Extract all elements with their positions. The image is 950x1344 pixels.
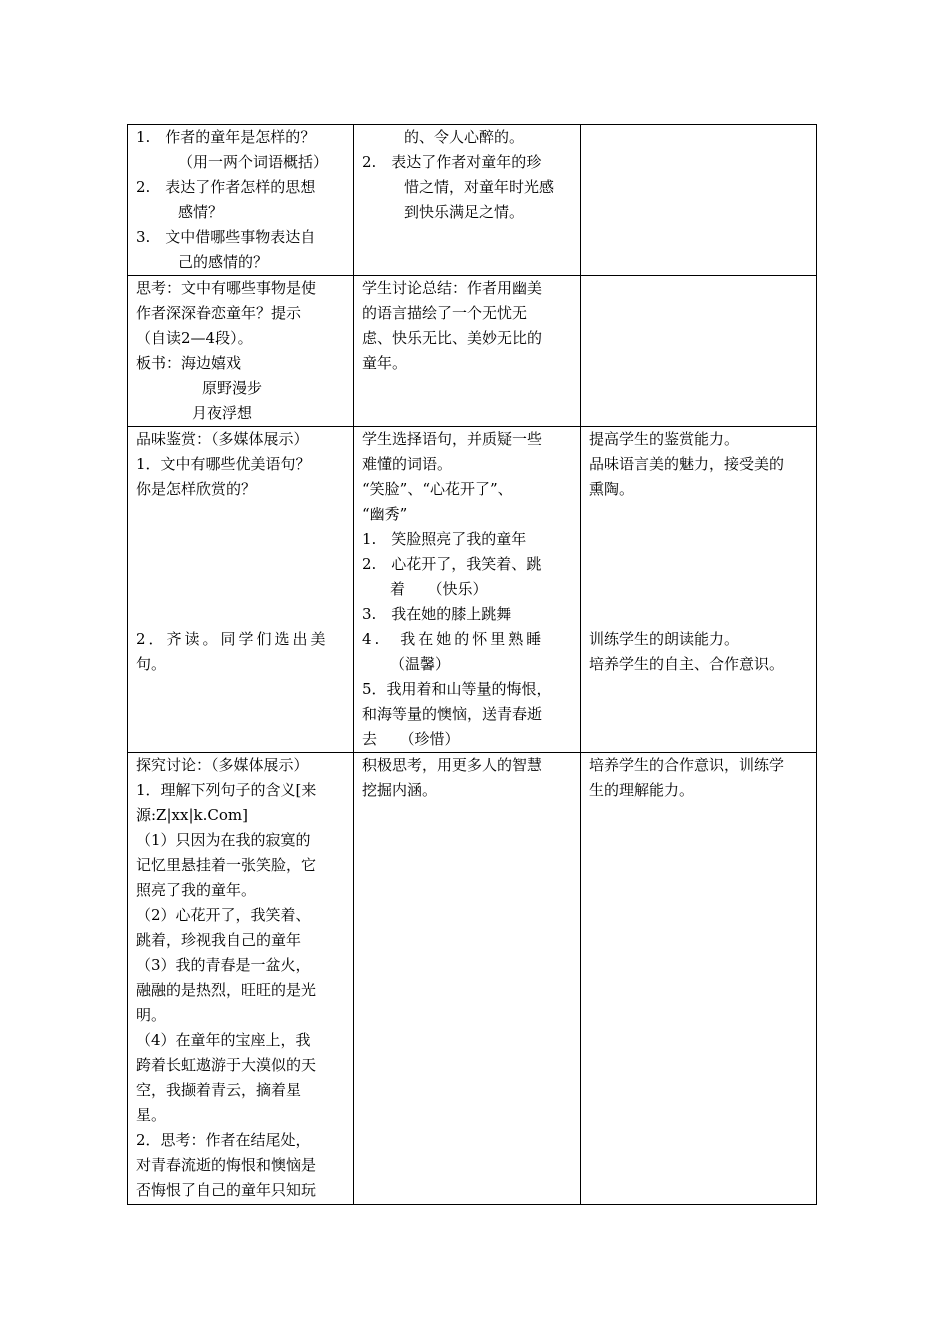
text-line: 源:Z|xx|k.Com] <box>136 806 248 824</box>
text-line: 1. 作者的童年是怎样的？ <box>136 128 316 146</box>
student-activity-cell <box>354 125 581 276</box>
text-line: 1. 笑脸照亮了我的童年 <box>362 530 527 548</box>
text-line: 4. 我在她的怀里熟睡 <box>362 630 545 648</box>
design-intent-cell <box>581 753 817 1205</box>
text-line: 照亮了我的童年。 <box>136 881 257 899</box>
text-line: （2）心花开了，我笑着、 <box>136 906 311 924</box>
text-line: 惜之情，对童年时光感 <box>404 178 555 196</box>
student-activity-cell <box>354 427 581 753</box>
text-line: 1．理解下列句子的含义[来 <box>136 781 317 799</box>
lesson-plan-table <box>127 124 817 1205</box>
text-line: 探究讨论：（多媒体展示） <box>136 756 309 774</box>
text-line: 学生选择语句，并质疑一些 <box>362 430 543 448</box>
text-line: 跳着，珍视我自己的童年 <box>136 931 302 949</box>
text-line: 星。 <box>136 1106 167 1124</box>
student-activity-cell <box>354 276 581 427</box>
text-line: 提高学生的鉴赏能力。 <box>589 430 740 448</box>
text-line: 2. 表达了作者对童年的珍 <box>362 153 542 171</box>
text-line: 明。 <box>136 1006 167 1024</box>
teacher-activity-cell <box>128 427 354 753</box>
text-line: 句。 <box>136 655 167 673</box>
text-line: 跨着长虹遨游于大漠似的天 <box>136 1056 317 1074</box>
text-line: 品味鉴赏：（多媒体展示） <box>136 430 309 448</box>
text-line: 原野漫步 <box>202 379 263 397</box>
text-line: 2. 表达了作者怎样的思想 <box>136 178 316 196</box>
table-row <box>128 427 817 753</box>
text-line: 的、令人心醉的。 <box>404 128 525 146</box>
text-line: 己的感情的？ <box>178 253 269 271</box>
design-intent-cell <box>581 427 817 753</box>
text-line: 训练学生的朗读能力。 <box>589 630 740 648</box>
text-line: 3. 文中借哪些事物表达自 <box>136 228 316 246</box>
text-line: 2. 心花开了，我笑着、跳 <box>362 555 542 573</box>
text-line: 否悔恨了自己的童年只知玩 <box>136 1181 317 1199</box>
text-line: 2．齐读。同学们选出美 <box>136 630 329 648</box>
text-line: 和海等量的懊恼，送青春逝 <box>362 705 543 723</box>
text-line: 的语言描绘了一个无忧无 <box>362 304 528 322</box>
text-line: “笑脸”、“心花开了”、 <box>362 480 513 498</box>
text-line: 生的理解能力。 <box>589 781 695 799</box>
text-line: 你是怎样欣赏的？ <box>136 480 257 498</box>
text-line: 培养学生的合作意识，训练学 <box>589 756 785 774</box>
text-line: 品味语言美的魅力，接受美的 <box>589 455 785 473</box>
text-line: 2．思考：作者在结尾处， <box>136 1131 311 1149</box>
text-line: 空，我撷着青云，摘着星 <box>136 1081 302 1099</box>
text-line: 5．我用着和山等量的悔恨， <box>362 680 552 698</box>
student-activity-cell <box>354 753 581 1205</box>
text-line: 板书：海边嬉戏 <box>136 354 242 372</box>
text-line: 着 （快乐） <box>390 580 488 598</box>
design-intent-cell <box>581 125 817 276</box>
text-line: （4）在童年的宝座上，我 <box>136 1031 311 1049</box>
text-line: 作者深深眷恋童年？提示 <box>136 304 302 322</box>
text-line: 培养学生的自主、合作意识。 <box>589 655 785 673</box>
text-line: 虑、快乐无比、美妙无比的 <box>362 329 543 347</box>
text-line: （温馨） <box>390 655 451 673</box>
text-line: 难懂的词语。 <box>362 455 453 473</box>
text-line: （用一两个词语概括） <box>178 153 329 171</box>
text-line: 思考：文中有哪些事物是使 <box>136 279 317 297</box>
text-line: 学生讨论总结：作者用幽美 <box>362 279 543 297</box>
teacher-activity-cell <box>128 753 354 1205</box>
teacher-activity-cell <box>128 276 354 427</box>
text-line: 积极思考，用更多人的智慧 <box>362 756 543 774</box>
text-line: 1．文中有哪些优美语句？ <box>136 455 311 473</box>
text-line: “幽秀” <box>362 505 408 523</box>
design-intent-cell <box>581 276 817 427</box>
text-line: 熏陶。 <box>589 480 635 498</box>
table-row <box>128 276 817 427</box>
table-row <box>128 125 817 276</box>
teacher-activity-cell <box>128 125 354 276</box>
text-line: 3. 我在她的膝上跳舞 <box>362 605 512 623</box>
table-row <box>128 753 817 1205</box>
text-line: 童年。 <box>362 354 408 372</box>
text-line: 对青春流逝的悔恨和懊恼是 <box>136 1156 317 1174</box>
text-line: 到快乐满足之情。 <box>404 203 525 221</box>
text-line: 记忆里悬挂着一张笑脸，它 <box>136 856 317 874</box>
text-line: （自读2—4段）。 <box>136 329 253 347</box>
text-line: 去 （珍惜） <box>362 730 460 748</box>
text-line: 挖掘内涵。 <box>362 781 438 799</box>
text-line: 月夜浮想 <box>192 404 253 422</box>
text-line: 感情？ <box>178 203 224 221</box>
text-line: （3）我的青春是一盆火， <box>136 956 311 974</box>
text-line: （1）只因为在我的寂寞的 <box>136 831 311 849</box>
text-line: 融融的是热烈，旺旺的是光 <box>136 981 317 999</box>
